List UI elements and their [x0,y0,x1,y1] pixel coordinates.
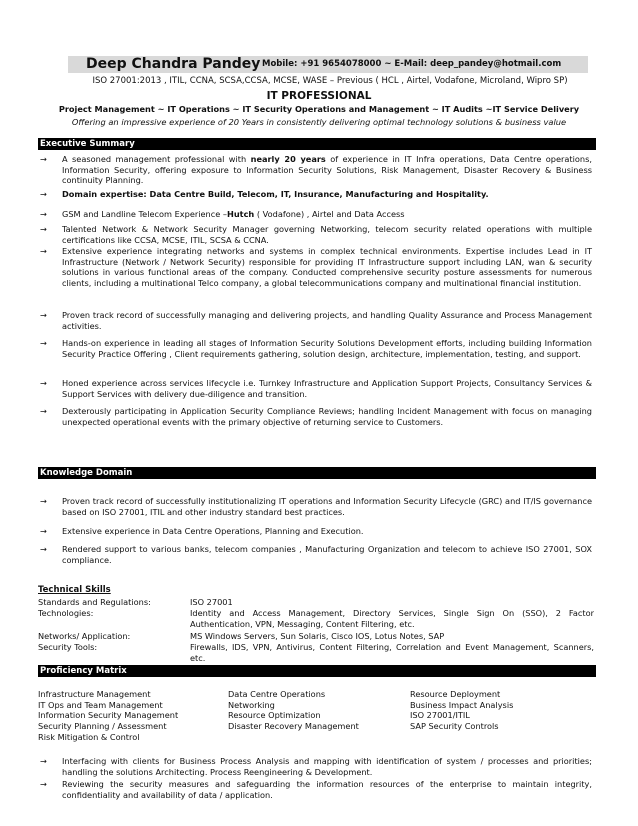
knowledge-bullet [40,496,592,517]
bullet-text: Proven track record of successfully institutionalizing IT operations and Information Security Lifecycle (GRC) and IT/IS governance based on ISO 27001, ITIL and other industry standard best practices. [62,496,592,517]
summary-bullet [40,338,592,359]
bullet-text: Interfacing with clients for Business Process Analysis and mapping with identification of system / processes and priorities; handling the solutions Architecting. Process Reengineering & Development. [62,756,592,777]
proficiency-item: SAP Security Controls [410,721,499,732]
summary-bullet [40,209,592,220]
arrow-right-icon: → [40,496,47,506]
summary-bullet [40,224,592,245]
objective-statement: Offering an impressive experience of 20 Years in consistently delivering optimal technology solutions & business value [71,117,567,127]
arrow-right-icon: → [40,544,47,554]
proficiency-column-2 [228,689,359,732]
skill-label: Security Tools: [38,642,98,652]
bullet-text: Extensive experience integrating networks and systems in complex technical environments. Expertise includes Lead in IT Infrastructure (Network / Network Security) responsible for providing IT Infrastructure support including LAN, wan & security solutions in various functional areas of the company. Conducted comprehensive security posture assessments for numerous clients, including a multinational Telco company, a global telecommunications company and multinational financial institution. [62,246,592,289]
arrow-right-icon: → [40,378,47,388]
summary-bullet [40,378,592,399]
skill-label: Networks/ Application: [38,631,131,641]
technical-skills-heading: Technical Skills [38,585,111,595]
bullet-text: GSM and Landline Telecom Experience – [62,209,227,219]
arrow-right-icon: → [40,310,47,320]
proficiency-bullet [40,779,592,800]
proficiency-bullet [40,756,592,777]
bullet-text: Hands-on experience in leading all stages of Information Security Solutions Development efforts, including building Information Security Practice Offering , Client requirements gathering, solution design, architecture, implementation, testing, and support. [62,338,592,359]
section-heading-knowledge-domain: Knowledge Domain [38,467,596,479]
arrow-right-icon: → [40,154,47,164]
summary-bullet [40,406,592,427]
bullet-text: Dexterously participating in Application Security Compliance Reviews; handling Incident Management with focus on managing unexpected operational events with the primary objective of returning service to Customers. [62,406,592,427]
certifications-line: ISO 27001:2013 , ITIL, CCNA, SCSA,CCSA, MCSE, WASE – Previous ( HCL , Airtel, Vodafone, Microland, Wipro SP) [92,76,568,86]
bullet-text: Extensive experience in Data Centre Operations, Planning and Execution. [62,526,364,536]
bullet-text: ( Vodafone) , Airtel and Data Access [254,209,405,219]
skill-row [38,642,594,663]
proficiency-column-3 [410,689,513,732]
bullet-emphasis: Domain expertise: Data Centre Build, Telecom, IT, Insurance, Manufacturing and Hospitality. [62,189,489,199]
proficiency-item: ISO 27001/ITIL [410,710,470,721]
proficiency-item: Data Centre Operations [228,689,326,699]
skill-value: ISO 27001 [190,597,233,607]
bullet-text: A seasoned management professional with [62,154,251,164]
summary-bullet [40,310,592,331]
knowledge-bullet [40,544,592,565]
tagline: Project Management ~ IT Operations ~ IT Security Operations and Management ~ IT Audits ~IT Service Delivery [58,104,580,114]
candidate-name: Deep Chandra Pandey [86,56,261,72]
proficiency-item: Business Impact Analysis [410,699,514,710]
summary-bullet [40,246,592,289]
proficiency-item: Disaster Recovery Management [228,721,359,732]
bullet-text: Reviewing the security measures and safeguarding the information resources of the enterprise to maintain integrity, confidentiality and availability of data / application. [62,779,592,800]
skill-value: Identity and Access Management, Directory Services, Single Sign On (SSO), 2 Factor Authentication, VPN, Messaging, Content Filtering, etc. [190,608,594,629]
proficiency-item: Information Security Management [38,710,179,721]
arrow-right-icon: → [40,246,47,256]
arrow-right-icon: → [40,779,47,789]
proficiency-item: IT Ops and Team Management [38,699,163,710]
arrow-right-icon: → [40,224,47,234]
bullet-text: Rendered support to various banks, telecom companies , Manufacturing Organization and telecom to achieve ISO 27001, SOX compliance. [62,544,592,565]
arrow-right-icon: → [40,756,47,766]
bullet-emphasis: Hutch [226,209,255,219]
proficiency-item: Networking [228,699,275,710]
skill-value: MS Windows Servers, Sun Solaris, Cisco IOS, Lotus Notes, SAP [190,631,445,641]
skill-row [38,631,594,642]
bullet-text: Honed experience across services lifecycle i.e. Turnkey Infrastructure and Application Support Projects, Consultancy Services & Support Services with delivery due-diligence and transition. [62,378,592,399]
arrow-right-icon: → [40,209,47,219]
proficiency-item: Infrastructure Management [38,689,151,699]
bullet-emphasis: nearly 20 years [250,154,326,164]
arrow-right-icon: → [40,526,47,536]
contact-info: Mobile: +91 9654078000 ~ E-Mail: deep_pandey@hotmail.com [262,59,562,69]
section-heading-executive-summary: Executive Summary [38,138,596,150]
skill-value: Firewalls, IDS, VPN, Antivirus, Content Filtering, Correlation and Event Management, Scanners, etc. [190,642,594,663]
proficiency-item: Resource Optimization [228,710,321,721]
arrow-right-icon: → [40,406,47,416]
bullet-text: of experience in IT Infra operations, Data Centre operations, Information Security, offering exposure to Information Security Solutions, Risk Management, Disaster Recovery & Business continuity Planning. [62,154,592,186]
skill-row [38,608,594,629]
proficiency-item: Risk Mitigation & Control [38,731,140,742]
summary-bullet [40,189,592,200]
bullet-text: Talented Network & Network Security Manager governing Networking, telecom security related operations with multiple certifications like CCSA, MCSE, ITIL, SCSA & CCNA. [62,224,592,245]
section-heading-proficiency-matrix: Proficiency Matrix [38,665,596,677]
summary-bullet [40,154,592,186]
skill-row [38,597,594,608]
arrow-right-icon: → [40,338,47,348]
proficiency-item: Security Planning / Assessment [38,721,167,732]
skill-label: Standards and Regulations: [38,597,151,607]
page-title: IT PROFESSIONAL [266,90,372,102]
proficiency-column-1 [38,689,178,743]
arrow-right-icon: → [40,189,47,199]
bullet-text: Proven track record of successfully managing and delivering projects, and handling Quality Assurance and Process Management activities. [62,310,592,331]
skill-label: Technologies: [38,608,94,618]
proficiency-item: Resource Deployment [410,689,501,699]
knowledge-bullet [40,526,592,537]
